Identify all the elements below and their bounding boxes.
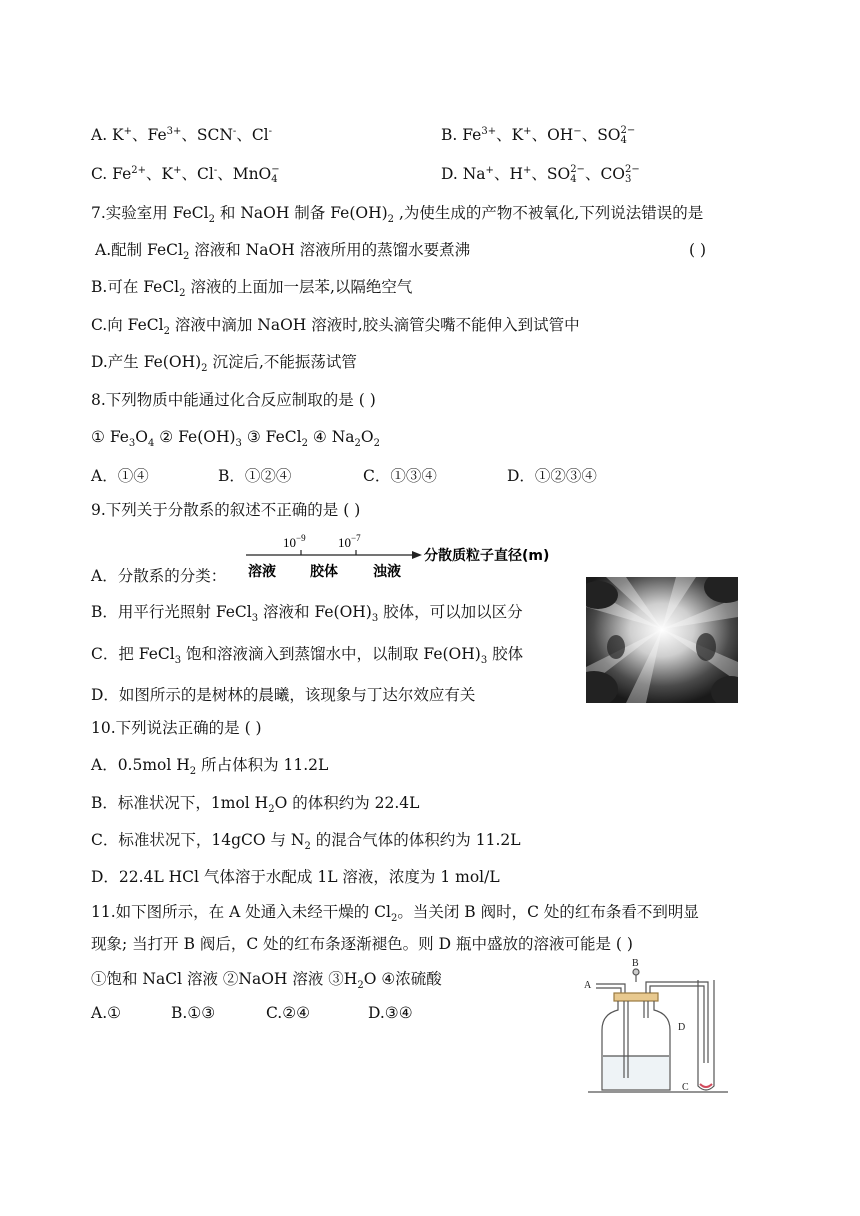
label-c: C (682, 1082, 689, 1093)
q6-row-ab (91, 125, 636, 146)
bottle-stopper (614, 993, 658, 1001)
label-b: B (632, 958, 639, 969)
q11-option-d[interactable]: D.③④ (368, 1004, 413, 1022)
valve-b-icon (633, 969, 639, 975)
q8-option-b[interactable]: B．①②④ (218, 467, 292, 485)
q9-option-b[interactable]: B．用平行光照射 FeCl$_3$ 溶液和 $Fe(OH)_3$ 胶体，可以加以区分 (91, 603, 523, 625)
q6-row-cd (91, 164, 640, 185)
dispersion-scale-diagram (240, 532, 580, 582)
scale-category-colloid: 胶体 (310, 564, 338, 580)
gas-bottle-apparatus (578, 958, 738, 1098)
scale-tick-label-2: $10^{-7}$ (338, 533, 361, 550)
q10-stem: 10.下列说法正确的是 ( ) (91, 719, 262, 737)
bottle-liquid (603, 1056, 669, 1089)
q11-option-c[interactable]: C.②④ (266, 1004, 311, 1022)
q10-option-c[interactable]: C．标准状况下，14gCO 与 $N_2$ 的混合气体的体积约为 11.2L (91, 831, 521, 853)
scale-axis-label: 分散质粒子直径(m) (424, 548, 550, 564)
red-cloth-strip (700, 1084, 712, 1087)
q7-option-b[interactable]: B.可在 FeCl$_2$ 溶液的上面加一层苯,以隔绝空气 (91, 278, 413, 300)
scale-tick-label-1: $10^{-9}$ (283, 533, 306, 550)
q11-option-a[interactable]: A.① (91, 1004, 122, 1022)
q10-option-a[interactable]: A．0.5mol $H_2$ 所占体积为 11.2L (91, 756, 329, 778)
q11-items: ①饱和 NaCl 溶液 ②NaOH 溶液 $③H_2O$ ④浓硫酸 (91, 970, 442, 992)
q8-option-d[interactable]: D．①②③④ (507, 467, 597, 485)
label-d: D (678, 1022, 686, 1033)
label-a: A (584, 980, 592, 991)
scale-category-solution: 溶液 (248, 564, 276, 580)
q11-stem-line1: 11.如下图所示，在 A 处通入未经干燥的 $Cl_2$。当关闭 B 阀时，C 处的红布条看不到明显 (91, 903, 699, 925)
q10-option-d[interactable]: D．22.4L HCl 气体溶于水配成 1L 溶液，浓度为 1 mol/L (91, 868, 500, 886)
q6-option-b[interactable]: B. $Fe^{3+}$、K+、OH−、SO 2− 4 (441, 125, 636, 146)
q7-option-a[interactable]: A.配制 FeCl$_2$ 溶液和 NaOH 溶液所用的蒸馏水要煮沸 (95, 241, 471, 263)
scale-category-suspension: 浊液 (373, 564, 401, 580)
q6-option-d[interactable]: D. Na+、H+、SO 2− 4 、CO 2− 3 (441, 164, 640, 185)
q8-stem: 8.下列物质中能通过化合反应制取的是 ( ) (91, 391, 376, 409)
forest-sunbeam-photo (586, 577, 738, 703)
test-tube (698, 980, 714, 1090)
q7-stem: 7.实验室用 FeCl$_2$ 和 NaOH 制备 $Fe(OH)_2$ ,为使生成的产物不被氧化,下列说法错误的是 (91, 204, 704, 226)
q7-answer-paren[interactable]: ( ) (689, 241, 707, 259)
q11-stem-line2: 现象; 当打开 B 阀后，C 处的红布条逐渐褪色。则 D 瓶中盛放的溶液可能是 ( ) (91, 935, 633, 953)
q9-option-d[interactable]: D．如图所示的是树林的晨曦，该现象与丁达尔效应有关 (91, 686, 476, 704)
q9-stem: 9.下列关于分散系的叙述不正确的是 ( ) (91, 501, 361, 519)
q9-option-c[interactable]: C．把 FeCl$_3$ 饱和溶液滴入到蒸馏水中，以制取 $Fe(OH)_3$ 胶体 (91, 645, 524, 667)
q10-option-b[interactable]: B．标准状况下，1mol $H_2O$ 的体积约为 22.4L (91, 794, 420, 816)
q7-option-d[interactable]: D.产生 $Fe(OH)_2$ 沉淀后,不能振荡试管 (91, 353, 357, 375)
q11-option-b[interactable]: B.①③ (171, 1004, 216, 1022)
q7-option-c[interactable]: C.向 FeCl$_2$ 溶液中滴加 NaOH 溶液时,胶头滴管尖嘴不能伸入到试管中 (91, 316, 580, 338)
q8-option-a[interactable]: A．①④ (91, 467, 149, 485)
q9-option-a[interactable]: A．分散系的分类： (91, 567, 227, 585)
q6-option-a[interactable]: A. K+、$Fe^{3+}$、SCN-、Cl- (91, 125, 273, 144)
q6-option-c[interactable]: C. $Fe^{2+}$、K+、Cl-、MnO − 4 (91, 164, 280, 185)
q8-items: ① $Fe_3O_4$ ② $Fe(OH)_3$ ③ FeCl$_2$ ④ $Na_2O_2$ (91, 428, 380, 450)
q8-option-c[interactable]: C．①③④ (363, 467, 437, 485)
scale-axis-arrow (412, 551, 422, 559)
